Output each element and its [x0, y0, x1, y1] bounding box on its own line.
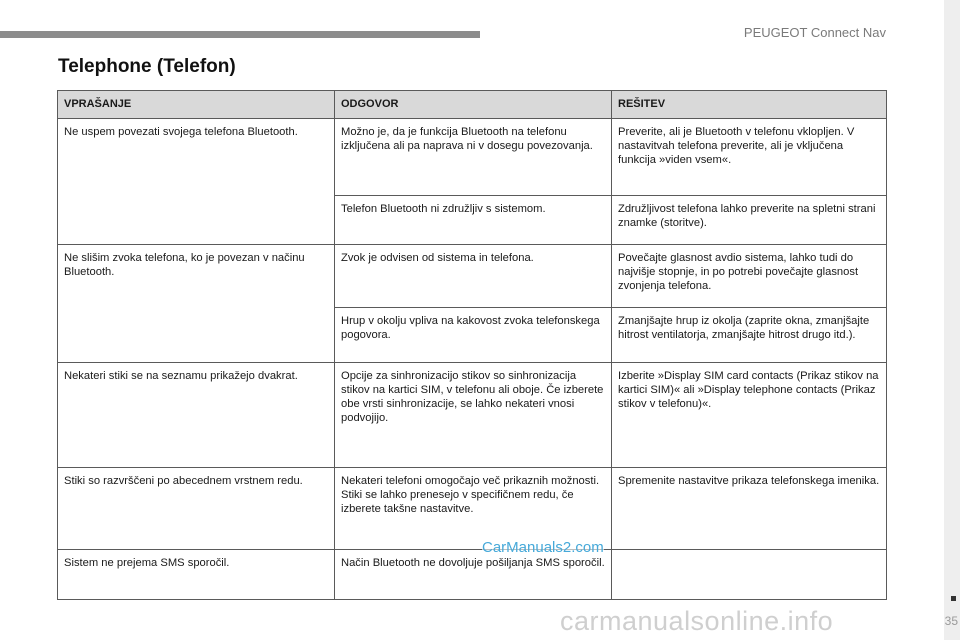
- question-cell: Sistem ne prejema SMS sporočil.: [58, 550, 335, 600]
- answer-cell: Zvok je odvisen od sistema in telefona.: [335, 245, 612, 308]
- table-row: [58, 468, 887, 550]
- solution-cell: Preverite, ali je Bluetooth v telefonu vklopljen. V nastavitvah telefona preverite, ali je vključena funkcija »viden vsem«.: [612, 119, 887, 196]
- table-row: [58, 363, 887, 468]
- solution-cell: Zmanjšajte hrup iz okolja (zaprite okna, zmanjšajte hitrost ventilatorja, zmanjšajte hitrost drugo itd.).: [612, 308, 887, 363]
- page-marker-square: [951, 596, 956, 601]
- solution-cell: Združljivost telefona lahko preverite na spletni strani znamke (storitve).: [612, 196, 887, 245]
- column-header-answer: ODGOVOR: [335, 91, 612, 119]
- question-cell: Stiki so razvrščeni po abecednem vrstnem redu.: [58, 468, 335, 550]
- troubleshooting-table: [57, 90, 887, 600]
- table-row: [58, 119, 887, 196]
- answer-cell: Možno je, da je funkcija Bluetooth na telefonu izključena ali pa naprava ni v dosegu povezovanja.: [335, 119, 612, 196]
- manual-title: PEUGEOT Connect Nav: [743, 25, 886, 40]
- header-rule: [0, 31, 480, 38]
- table-row: [58, 245, 887, 308]
- table-row: [58, 550, 887, 600]
- watermark-carmanuals2: CarManuals2.com: [482, 539, 604, 556]
- answer-cell: Telefon Bluetooth ni združljiv s sistemom.: [335, 196, 612, 245]
- question-cell: Nekateri stiki se na seznamu prikažejo dvakrat.: [58, 363, 335, 468]
- answer-cell: Hrup v okolju vpliva na kakovost zvoka telefonskega pogovora.: [335, 308, 612, 363]
- solution-cell: Povečajte glasnost avdio sistema, lahko tudi do najvišje stopnje, in po potrebi povečajte glasnost zvonjenja telefona.: [612, 245, 887, 308]
- column-header-solution: REŠITEV: [612, 91, 887, 119]
- answer-cell: Nekateri telefoni omogočajo več prikaznih možnosti. Stiki se lahko prenesejo v specifičnem redu, če izberete takšne nastavitve.: [335, 468, 612, 550]
- solution-cell: [612, 550, 887, 600]
- column-header-question: VPRAŠANJE: [58, 91, 335, 119]
- page-side-strip: [944, 0, 960, 640]
- question-cell: Ne slišim zvoka telefona, ko je povezan v načinu Bluetooth.: [58, 245, 335, 363]
- answer-cell: Opcije za sinhronizacijo stikov so sinhronizacija stikov na kartici SIM, v telefonu ali oboje. Če izberete obe vrsti sinhronizacije, se lahko nekateri vnosi podvojijo.: [335, 363, 612, 468]
- watermark-carmanualsonline: carmanualsonline.info: [560, 606, 834, 636]
- answer-cell: Način Bluetooth ne dovoljuje pošiljanja SMS sporočil.: [335, 550, 612, 600]
- page-number: 35: [944, 614, 958, 628]
- page-title: Telephone (Telefon): [58, 56, 236, 77]
- solution-cell: Spremenite nastavitve prikaza telefonskega imenika.: [612, 468, 887, 550]
- question-cell: Ne uspem povezati svojega telefona Bluetooth.: [58, 119, 335, 245]
- table-header-row: [58, 91, 887, 119]
- solution-cell: Izberite »Display SIM card contacts (Prikaz stikov na kartici SIM)« ali »Display telephone contacts (Prikaz stikov v telefonu)«.: [612, 363, 887, 468]
